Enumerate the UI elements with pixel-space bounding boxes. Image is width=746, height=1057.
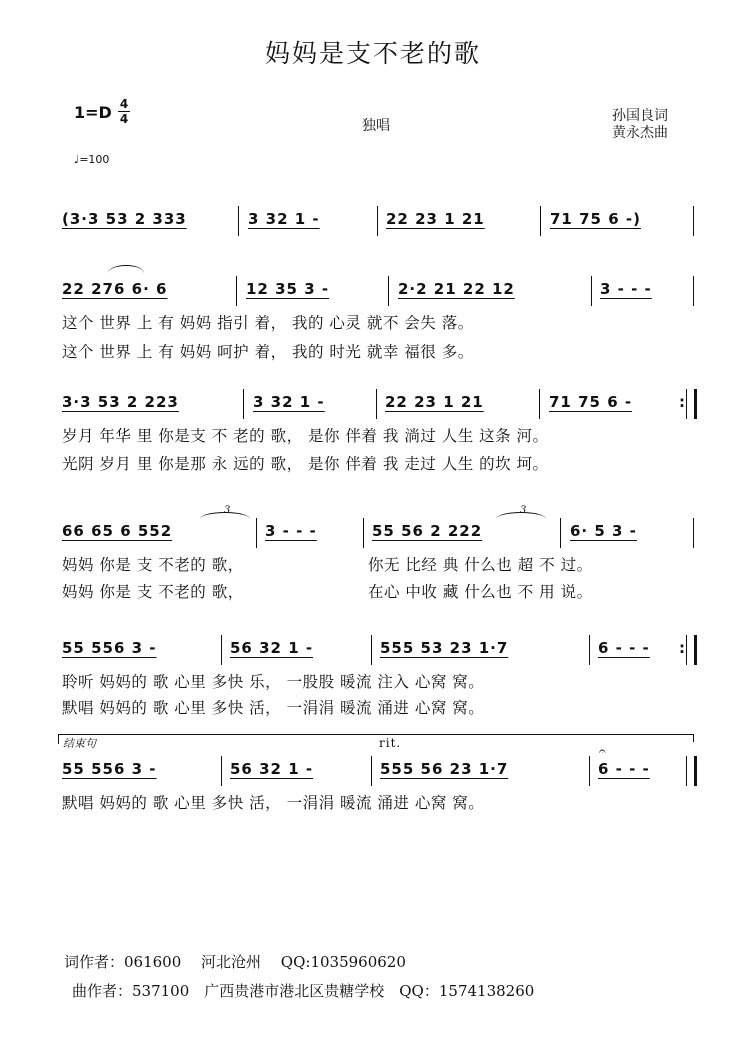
measure: 6 - - - (598, 760, 650, 778)
lyricist-credit: 孙国良词 (612, 108, 668, 124)
measure: 55 556 3 - (62, 760, 157, 778)
measure: 66 65 6 552 (62, 522, 173, 540)
barline (560, 518, 561, 548)
final-barline (686, 756, 697, 786)
barline (540, 206, 541, 236)
barline (371, 635, 372, 665)
measure: 71 75 6 -) (550, 210, 641, 228)
page-title: 妈妈是支不老的歌 (264, 39, 481, 68)
barline (589, 756, 590, 786)
lyric-verse-1: 这个 世界 上 有 妈妈 指引 着， 我的 心灵 就不 会失 落。 (62, 314, 474, 332)
measure: 22 23 1 21 (385, 393, 484, 411)
composer-credit: 黄永杰曲 (612, 125, 668, 141)
barline (591, 276, 592, 306)
measure: 555 56 23 1·7 (380, 760, 509, 778)
lyric-verse-2: 妈妈 你是 支 不老的 歌， (62, 583, 244, 601)
lyric-ending: 默唱 妈妈的 歌 心里 多快 活， 一涓涓 暖流 涌进 心窝 窝。 (62, 794, 485, 812)
lyric-verse-2-b: 在心 中收 藏 什么也 不 用 说。 (368, 583, 593, 601)
lyric-verse-1: 聆听 妈妈的 歌 心里 多快 乐， 一股股 暖流 注入 心窝 窝。 (62, 673, 485, 691)
barline (388, 276, 389, 306)
measure: 6 - - - (598, 639, 650, 657)
tempo-marking: ♩=100 (74, 153, 110, 166)
barline (589, 635, 590, 665)
lyric-verse-1: 岁月 年华 里 你是支 不 老的 歌， 是你 伴着 我 淌过 人生 这条 河。 (62, 427, 549, 445)
barline (539, 389, 540, 419)
measure: 71 75 6 - (549, 393, 633, 411)
triplet-bracket (200, 512, 250, 519)
triplet-bracket (496, 512, 546, 519)
barline (693, 206, 694, 236)
ending-bracket-tick (693, 734, 694, 742)
measure: 55 56 2 222 (372, 522, 483, 540)
barline (238, 206, 239, 236)
slur (108, 265, 144, 273)
barline (376, 389, 377, 419)
measure: 3 32 1 - (253, 393, 325, 411)
barline (377, 206, 378, 236)
credits (612, 108, 668, 142)
barline (693, 518, 694, 548)
repeat-end-barline (686, 635, 697, 665)
triplet-mark: 3 (520, 505, 527, 516)
measure: 6· 5 3 - (570, 522, 637, 540)
triplet-mark: 3 (224, 505, 231, 516)
measure: (3·3 53 2 333 (62, 210, 187, 228)
barline (256, 518, 257, 548)
measure: 3 32 1 - (248, 210, 320, 228)
measure: 55 556 3 - (62, 639, 157, 657)
measure: 3 - - - (600, 280, 652, 298)
lyric-verse-2: 默唱 妈妈的 歌 心里 多快 活， 一涓涓 暖流 涌进 心窝 窝。 (62, 699, 485, 717)
lyric-verse-2: 光阴 岁月 里 你是那 永 远的 歌， 是你 伴着 我 走过 人生 的坎 坷。 (62, 455, 549, 473)
ending-label: 结束句 (63, 738, 96, 750)
ritardando-mark: rit. (379, 736, 402, 750)
ending-bracket (58, 734, 694, 735)
lyric-verse-1-b: 你无 比经 典 什么也 超 不 过。 (368, 556, 593, 574)
measure: 555 53 23 1·7 (380, 639, 509, 657)
lyric-verse-2: 这个 世界 上 有 妈妈 呵护 着， 我的 时光 就幸 福很 多。 (62, 343, 474, 361)
key-signature: 1=D (74, 103, 112, 122)
time-signature-bottom: 4 (119, 112, 129, 126)
measure: 3·3 53 2 223 (62, 393, 179, 411)
repeat-end-barline (686, 389, 697, 419)
measure: 22 23 1 21 (386, 210, 485, 228)
measure: 56 32 1 - (230, 760, 314, 778)
barline (693, 276, 694, 306)
lyricist-contact: 词作者：061600 河北沧州 QQ:1035960620 (64, 953, 406, 971)
barline (236, 276, 237, 306)
fermata-icon: 𝄐 (599, 744, 606, 758)
measure: 3 - - - (265, 522, 317, 540)
barline (221, 756, 222, 786)
time-signature (118, 98, 130, 125)
lyric-verse-1: 妈妈 你是 支 不老的 歌， (62, 556, 244, 574)
performance-type: 独唱 (362, 118, 390, 134)
measure: 22 276 6· 6 (62, 280, 168, 298)
measure: 2·2 21 22 12 (398, 280, 515, 298)
measure: 56 32 1 - (230, 639, 314, 657)
repeat-dots: : (679, 393, 686, 411)
time-signature-top: 4 (119, 97, 129, 111)
barline (243, 389, 244, 419)
composer-contact: 曲作者：537100 广西贵港市港北区贵糖学校 QQ：1574138260 (72, 982, 535, 1000)
barline (371, 756, 372, 786)
barline (221, 635, 222, 665)
barline (363, 518, 364, 548)
repeat-dots: : (679, 639, 686, 657)
ending-bracket-tick (58, 734, 59, 744)
measure: 12 35 3 - (246, 280, 330, 298)
